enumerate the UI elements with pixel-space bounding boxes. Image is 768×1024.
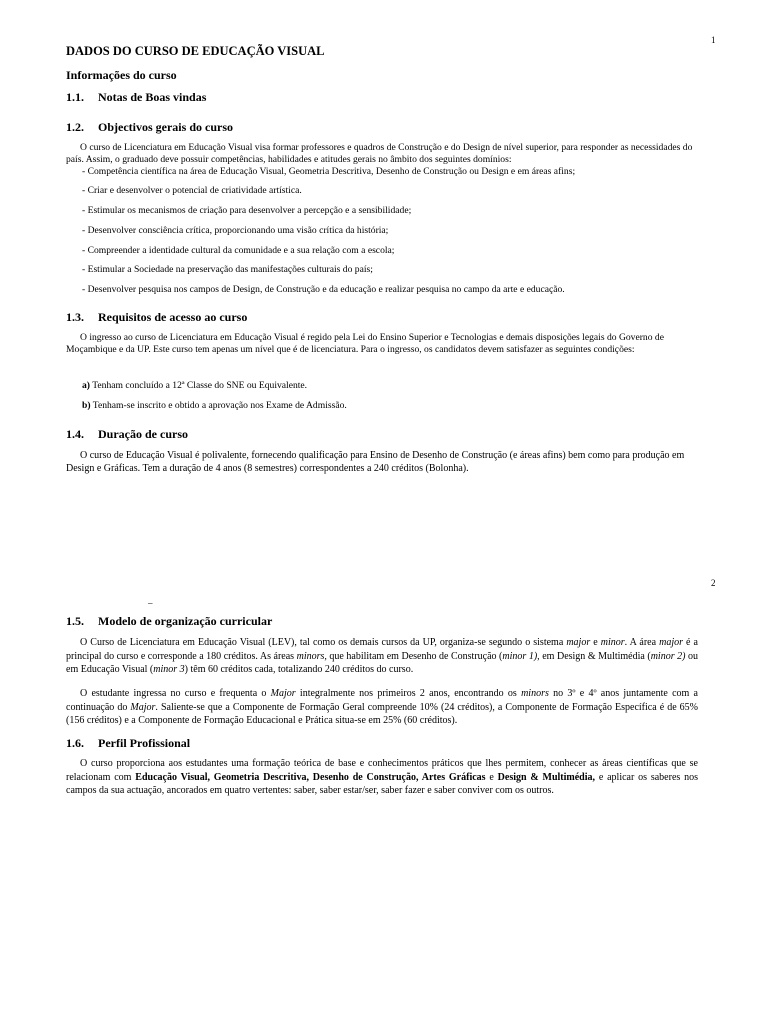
page-number-1: 1: [711, 35, 716, 45]
section-number: 1.2.: [66, 120, 84, 134]
bold-term: Educação Visual, Geometria Descritiva, Desenho de Construção, Artes Gráficas: [135, 771, 486, 783]
objective-item: - Desenvolver consciência crítica, proporcionando uma visão crítica da história;: [82, 225, 389, 236]
italic-term: Major: [270, 688, 296, 699]
italic-term: minors: [521, 688, 549, 699]
text-run: integralmente nos primeiros 2 anos, encontrando os: [295, 688, 522, 699]
text-run: O estudante ingressa no curso e frequenta o: [80, 688, 271, 699]
requirement-label: b): [82, 400, 91, 411]
requirement-a: [66, 380, 714, 392]
duration-text: O curso de Educação Visual é polivalente, fornecendo qualificação para Ensino de Desenho de Construção (e áreas afins) bem como para produção em Design e Gráficas. Tem a duração de 4 anos (8 semestres) correspondentes a 240 créditos (Bolonha).: [66, 450, 685, 474]
text-run: e: [485, 771, 498, 783]
requirement-b: [66, 400, 714, 412]
profile-paragraph: [66, 757, 698, 798]
objective-item: - Competência científica na área de Educação Visual, Geometria Descritiva, Desenho de Construção ou Design e em áreas afins;: [82, 166, 576, 177]
section-number: 1.3.: [66, 310, 84, 324]
curriculum-paragraph-1: [66, 636, 698, 677]
text-run: que habilitam em Desenho de Construção (: [326, 650, 503, 662]
section-heading-1-4: [66, 427, 698, 442]
stray-mark: –: [148, 598, 153, 608]
section-heading-1-1: [66, 90, 698, 105]
section-number: 1.4.: [66, 427, 84, 441]
objective-item: - Criar e desenvolver o potencial de criatividade artística.: [82, 185, 302, 196]
section-title: Requisitos de acesso ao curso: [98, 310, 248, 324]
section-number: 1.6.: [66, 736, 84, 750]
curriculum-paragraph-2: [66, 687, 698, 728]
section-title: Perfil Profissional: [98, 736, 191, 750]
text-run: e: [590, 637, 601, 648]
text-run: . Saliente-se que a Componente de Formação Geral compreende 10% (24 créditos), a Componente de Formação Específica é de 65% (156 créditos) e a Componente de Formação Educacional e Prática situa-se em 25% (60 créditos).: [66, 701, 699, 727]
section-heading-1-3: [66, 310, 698, 325]
section-title: Duração de curso: [98, 427, 188, 441]
text-run: e aplicar os saberes nos campos da sua actuação, ancorados em quatro vertentes: saber, saber estar/ser, saber fazer e saber conviver com os outros.: [66, 771, 698, 797]
section-heading-1-2: [66, 120, 698, 135]
info-heading: Informações do curso: [66, 68, 177, 82]
section-title: Modelo de organização curricular: [98, 614, 273, 628]
objective-item: - Estimular os mecanismos de criação para desenvolver a percepção e a sensibilidade;: [82, 205, 412, 216]
text-run: . A área: [624, 637, 660, 648]
objective-item: - Desenvolver pesquisa nos campos de Design, de Construção e da educação e realizar pesquisa no campo da arte e educação.: [82, 284, 565, 295]
italic-term: minors,: [296, 650, 327, 662]
text-run: em Design & Multimédia (: [539, 650, 651, 662]
requirement-text: Tenham concluído a 12ª Classe do SNE ou Equivalente.: [90, 380, 308, 391]
objectives-intro: O curso de Licenciatura em Educação Visual visa formar professores e quadros de Construção e do Design de nível superior, para responder as necessidades do país. Assim, o graduado deve possuir competências, habilidades e atitudes gerais no âmbito dos seguintes domínios:: [66, 142, 693, 165]
page-number-2: 2: [711, 578, 716, 588]
text-run: ) têm 60 créditos cada, totalizando 240 créditos do curso.: [184, 664, 414, 676]
italic-term: minor 2): [650, 650, 686, 662]
text-run: O Curso de Licenciatura em Educação Visual (LEV), tal como os demais cursos da UP, organiza-se segundo o sistema: [80, 637, 567, 648]
italic-term: major: [566, 637, 591, 648]
italic-term: minor 1),: [502, 650, 540, 662]
italic-term: minor 3: [153, 664, 185, 676]
requirements-intro: O ingresso ao curso de Licenciatura em Educação Visual é regido pela Lei do Ensino Superior e Tecnologias e demais disposições legais do Governo de Moçambique e da UP. Este curso tem apenas um nível que é de licenciatura. Para o ingresso, os candidatos devem satisfazer as seguintes condições:: [66, 332, 664, 355]
bold-term: Design & Multimédia,: [497, 771, 596, 783]
objective-item: - Estimular a Sociedade na preservação das manifestações culturais do país;: [82, 264, 373, 275]
italic-term: Major: [130, 701, 156, 713]
requirement-label: a): [82, 380, 90, 391]
section-number: 1.1.: [66, 90, 84, 104]
text-run: é a principal do curso e corresponde a 180 créditos. As áreas: [66, 637, 698, 662]
italic-term: minor: [600, 637, 625, 648]
section-heading-1-5: [66, 614, 698, 629]
section-title: Notas de Boas vindas: [98, 90, 207, 104]
objective-item: - Compreender a identidade cultural da comunidade e a sua relação com a escola;: [82, 245, 395, 256]
italic-term: major: [659, 637, 683, 648]
document-title: DADOS DO CURSO DE EDUCAÇÃO VISUAL: [66, 44, 325, 58]
section-heading-1-6: [66, 736, 698, 751]
text-run: no 3º e 4º anos juntamente com a continuação do: [66, 688, 698, 713]
requirement-text: Tenham-se inscrito e obtido a aprovação nos Exame de Admissão.: [90, 400, 347, 411]
section-number: 1.5.: [66, 614, 84, 628]
text-run: O curso proporciona aos estudantes uma formação teórica de base e conhecimentos práticos que lhes permitem, conhecer as áreas científicas que se relacionam com: [66, 758, 698, 783]
text-run: ou em Educação Visual (: [66, 650, 698, 676]
section-title: Objectivos gerais do curso: [98, 120, 233, 134]
